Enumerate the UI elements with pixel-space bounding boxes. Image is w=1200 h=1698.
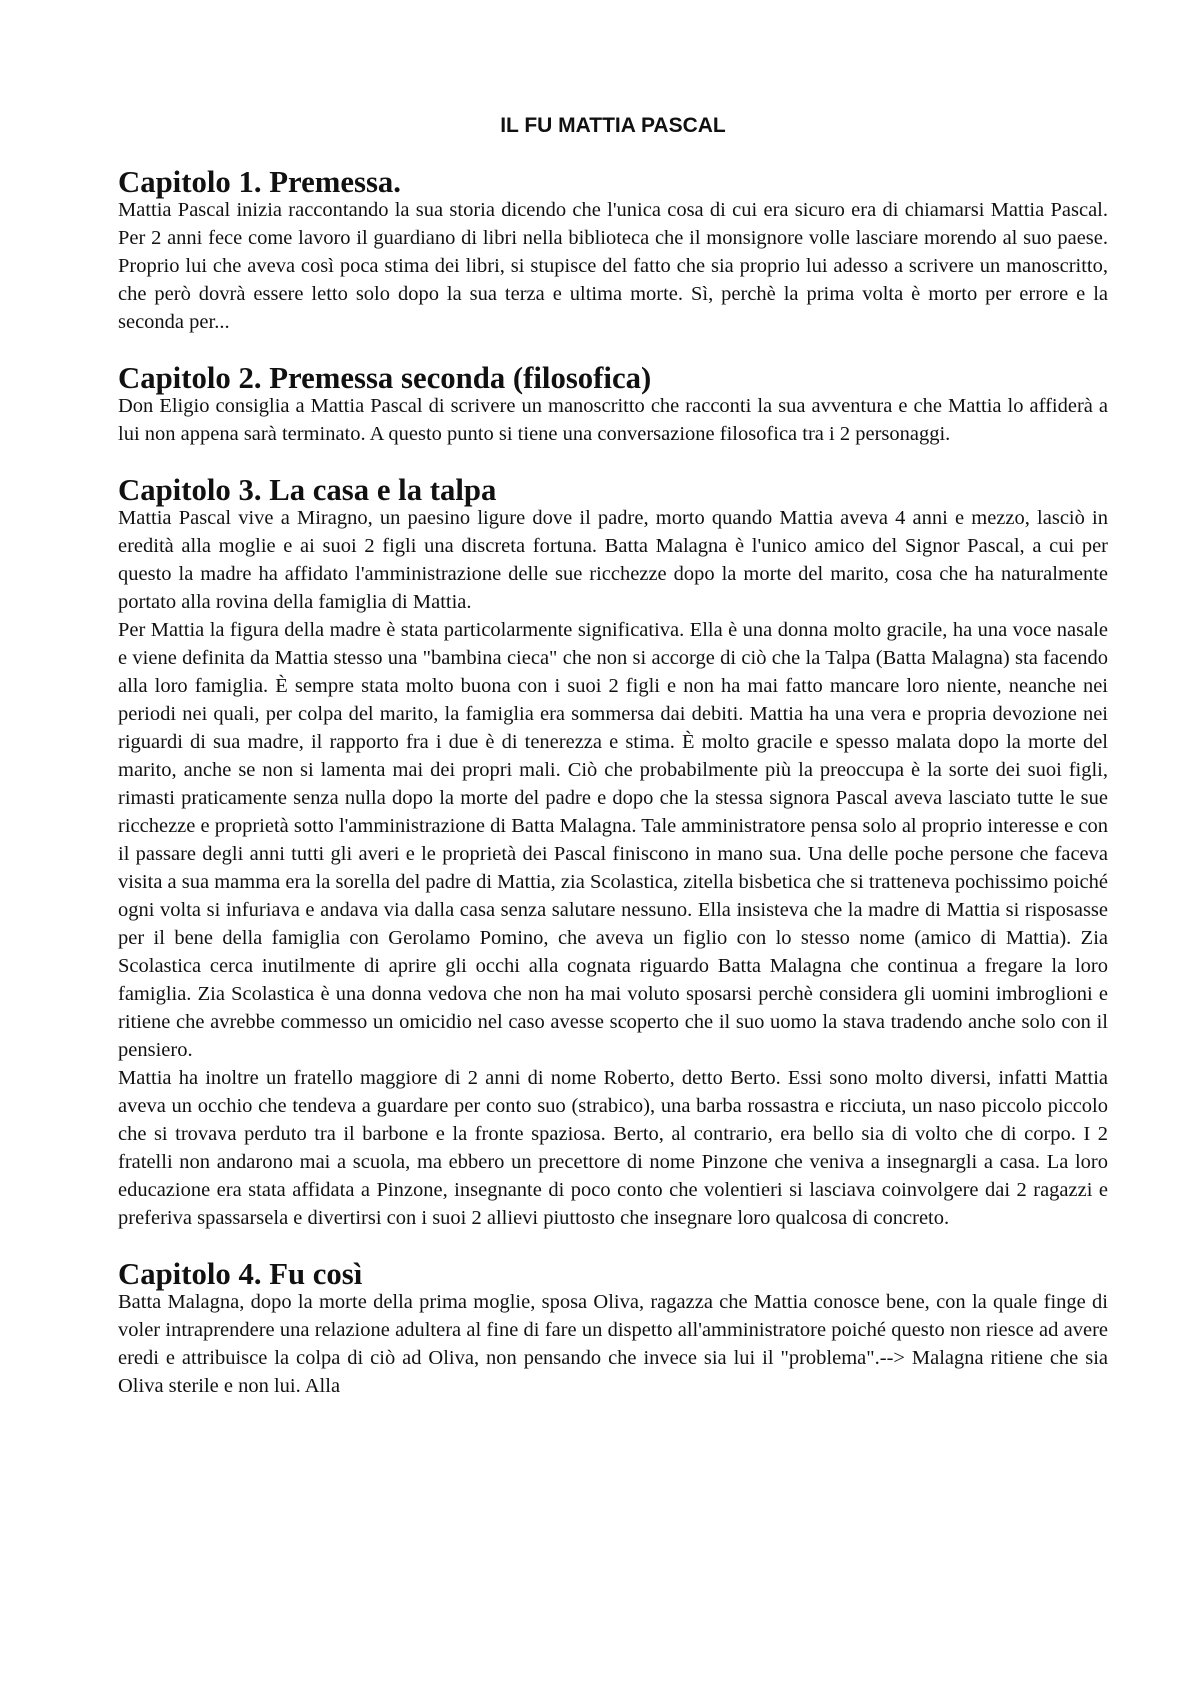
chapter-heading: Capitolo 3. La casa e la talpa (118, 473, 497, 507)
chapter-heading: Capitolo 1. Premessa. (118, 165, 401, 199)
chapter-heading: Capitolo 4. Fu così (118, 1257, 363, 1291)
chapter-paragraph: Batta Malagna, dopo la morte della prima moglie, sposa Oliva, ragazza che Mattia conosce bene, con la quale finge di voler intraprendere una relazione adultera al fine di fare un dispetto all'amministratore poiché questo non riesce ad avere eredi e attribuisce la colpa di ciò ad Oliva, non pensando che invece sia lui il "problema".--> Malagna ritiene che sia Oliva sterile e non lui. Alla (118, 1291, 1108, 1397)
chapter-paragraph: Mattia ha inoltre un fratello maggiore di 2 anni di nome Roberto, detto Berto. Essi sono molto diversi, infatti Mattia aveva un occhio che tendeva a guardare per conto suo (strabico), una barba rossastra e ricciuta, un naso piccolo piccolo che si trovava perduto tra il barbone e la fronte spaziosa. Berto, al contrario, era bello sia di volto che di corpo. I 2 fratelli non andarono mai a scuola, ma ebbero un precettore di nome Pinzone che veniva a insegnargli a casa. La loro educazione era stata affidata a Pinzone, insegnante di poco conto che volentieri si lasciava coinvolgere dai 2 ragazzi e preferiva spassarsela e divertirsi con i suoi 2 allievi piuttosto che insegnare loro qualcosa di concreto. (118, 1067, 1108, 1229)
document-title: IL FU MATTIA PASCAL (500, 114, 726, 137)
chapter-4 (118, 1257, 1108, 1400)
chapter-heading: Capitolo 2. Premessa seconda (filosofica) (118, 361, 652, 395)
chapter-1 (118, 165, 1108, 336)
chapter-paragraph: Mattia Pascal vive a Miragno, un paesino ligure dove il padre, morto quando Mattia aveva 4 anni e mezzo, lasciò in eredità alla moglie e ai suoi 2 figli una discreta fortuna. Batta Malagna è l'unico amico del Signor Pascal, a cui per questo la madre ha affidato l'amministrazione delle sue ricchezze dopo la morte del marito, cosa che ha naturalmente portato alla rovina della famiglia di Mattia. (118, 507, 1108, 613)
chapter-3 (118, 473, 1108, 1232)
chapter-paragraph: Mattia Pascal inizia raccontando la sua storia dicendo che l'unica cosa di cui era sicuro era di chiamarsi Mattia Pascal. Per 2 anni fece come lavoro il guardiano di libri nella biblioteca che il monsignore volle lasciare morendo al suo paese. Proprio lui che aveva così poca stima dei libri, si stupisce del fatto che sia proprio lui adesso a scrivere un manoscritto, che però dovrà essere letto solo dopo la sua terza e ultima morte. Sì, perchè la prima volta è morto per errore e la seconda per... (118, 199, 1108, 333)
chapter-paragraph: Per Mattia la figura della madre è stata particolarmente significativa. Ella è una donna molto gracile, ha una voce nasale e viene definita da Mattia stesso una "bambina cieca" che non si accorge di ciò che la Talpa (Batta Malagna) sta facendo alla loro famiglia. È sempre stata molto buona con i suoi 2 figli e non ha mai fatto mancare loro niente, neanche nei periodi nei quali, per colpa del marito, la famiglia era sommersa dai debiti. Mattia ha una vera e propria devozione nei riguardi di sua madre, il rapporto fra i due è di tenerezza e stima. È molto gracile e spesso malata dopo la morte del marito, anche se non si lamenta mai dei propri mali. Ciò che probabilmente più la preoccupa è la sorte dei suoi figli, rimasti praticamente senza nulla dopo la morte del padre e dopo che la stessa signora Pascal aveva lasciato tutte le sue ricchezze e proprietà sotto l'amministrazione di Batta Malagna. Tale amministratore pensa solo al proprio interesse e con il passare degli anni tutti gli averi e le proprietà dei Pascal finiscono in mano sua. Una delle poche persone che faceva visita a sua mamma era la sorella del padre di Mattia, zia Scolastica, zitella bisbetica che si tratteneva pochissimo poiché ogni volta si infuriava e andava via dalla casa senza salutare nessuno. Ella insisteva che la madre di Mattia si risposasse per il bene della famiglia con Gerolamo Pomino, che aveva un figlio con lo stesso nome (amico di Mattia). Zia Scolastica cerca inutilmente di aprire gli occhi alla cognata riguardo Batta Malagna che continua a fregare la loro famiglia. Zia Scolastica è una donna vedova che non ha mai voluto sposarsi perchè considera gli uomini imbroglioni e ritiene che avrebbe commesso un omicidio nel caso avesse scoperto che il suo uomo la stava tradendo anche solo con il pensiero. (118, 619, 1108, 1061)
chapter-2 (118, 361, 1108, 448)
document-page (118, 112, 1108, 1428)
chapter-paragraph: Don Eligio consiglia a Mattia Pascal di scrivere un manoscritto che racconti la sua avventura e che Mattia lo affiderà a lui non appena sarà terminato. A questo punto si tiene una conversazione filosofica tra i 2 personaggi. (118, 395, 1108, 445)
